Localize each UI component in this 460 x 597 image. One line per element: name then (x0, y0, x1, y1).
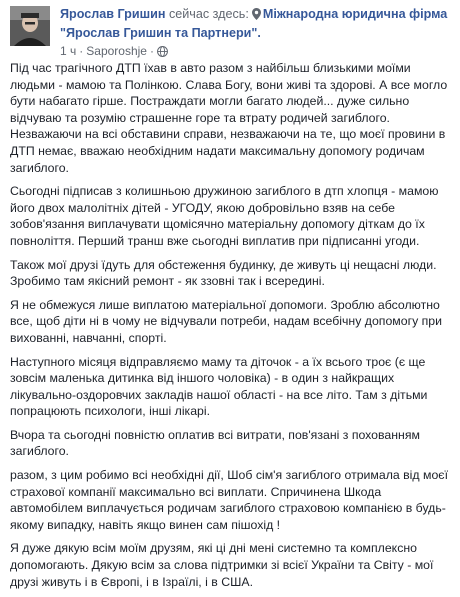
globe-icon[interactable] (157, 46, 168, 60)
post-paragraph: разом, з цим робимо всі необхідні дії, Шоб сім'я загиблого отримала від моєї страхової компанії максимально всі виплати. Спричинена Шкода автомобілем виплачується родичам загиблого страховою компанією в будь-якому випадку, навіть якщо винен сам пішохід ! (10, 468, 448, 532)
post-paragraph: Під час трагічного ДТП їхав в авто разом з найбільш близькими моїми людьми - мамою та Полінкою. Слава Богу, вони живі та здорові. А все могло бути набагато гірше. Постраждати могли багато людей... дуже сильно відчуваю та розумію страшенне горе та втрату родичей загиблого. Незважаючи на всі обставини справи, незважаючи на те, що моєї провини в ДТП немає, вважаю необхідним надати максимальну допомогу родичам загиблого. (10, 61, 448, 175)
post-paragraph: Я не обмежуся лише виплатою матеріальної допомоги. Зроблю абсолютно все, щоб діти ні в чому не відчували потреби, надам всебічну допомогу при вихованні, навчанні, спорті. (10, 297, 443, 345)
post-location[interactable]: Saporoshje (86, 44, 147, 58)
post-paragraph: Наступного місяця відправляємо маму та діточок - а їх всього троє (є ще зовсім маленька дитинка від іншого чоловіка) - в один з найкращих лікувально-оздоровчих закладів нашої області - на все літо. Там з дітьми попрацюють психологи, інші лікарі. (10, 354, 428, 419)
page-link[interactable]: "Ярослав Гришин та Партнери". (60, 26, 261, 40)
post-paragraph: Вчора та сьогодні повністю оплатив всі витрати, пов'язані з похованням загиблого. (10, 427, 420, 459)
post-time[interactable]: 1 ч (60, 44, 77, 58)
meta-separator: · (79, 44, 84, 58)
post-header (10, 6, 456, 58)
meta-separator: · (149, 44, 154, 58)
author-name[interactable]: Ярослав Гришин (60, 7, 166, 21)
post-author-line (60, 6, 456, 42)
avatar[interactable] (10, 6, 50, 46)
checkin-status: сейчас здесь: (168, 7, 249, 21)
post-meta (60, 44, 168, 60)
post-paragraph: Сьогодні підписав з колишньою дружиною загиблого в дтп хлопця - мамою його двох малолітніх дітей - УГОДУ, якою добровільно взяв на себе зобов'язання виплачувати щомісячно матеріальну допомогу діткам до їх повноліття. Перший транш вже сьогодні виплатив при підписанні угоди. (10, 184, 439, 248)
post-body (10, 60, 450, 597)
place-link[interactable]: Міжнародна юридична фірма (262, 7, 448, 21)
post-paragraph: Також мої друзі їдуть для обстеження будинку, де живуть ці нещасні люди. Зробимо там якісний ремонт - як ззовні так і всередині. (10, 257, 437, 289)
post-paragraph: Я дуже дякую всім моїм друзям, які ці дні мені системно та комплексно допомогають. Дякую всім за слова підтримки зі всієї України та Світу - мої друзі живуть і в Європі, і в Ізраїлі, і в США. (10, 541, 434, 589)
map-pin-icon (252, 8, 261, 25)
